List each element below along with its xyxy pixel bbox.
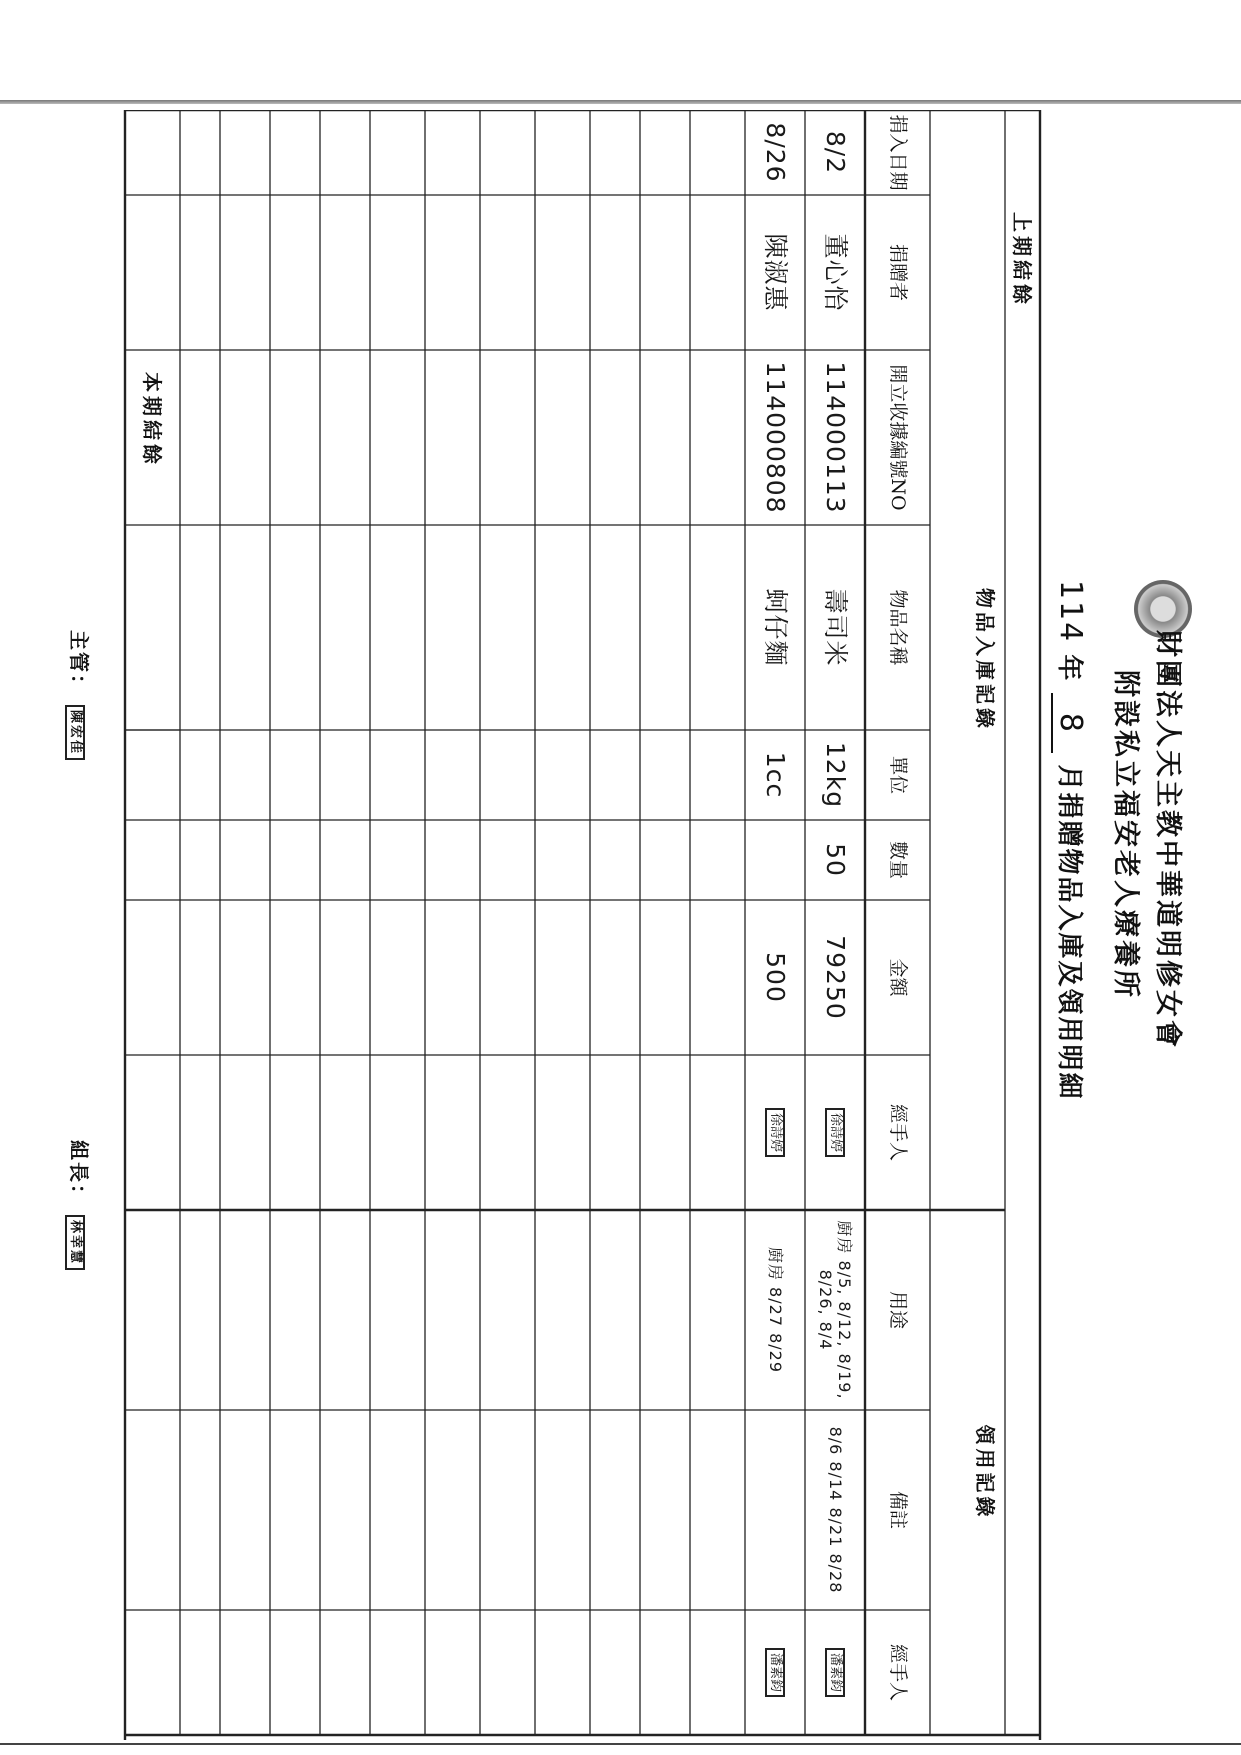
org-subname: 附設私立福安老人療養所: [1110, 670, 1141, 1000]
supervisor-label: 主管：: [67, 630, 91, 696]
row-amount: 79250: [821, 935, 850, 1020]
handler-stamp: 徐詩婷: [765, 1108, 785, 1157]
row-receipt: 114000808: [761, 361, 790, 514]
row-use: 廚房 8/5, 8/12, 8/19, 8/26, 8/4: [816, 1220, 855, 1400]
supervisor-stamp: 陳宏佳: [65, 705, 85, 760]
leader-label: 組長：: [67, 1140, 91, 1206]
outbound-section-title: 領用記錄: [973, 1424, 997, 1521]
month-value: 8: [1051, 693, 1088, 753]
col-date: 捐入日期: [886, 114, 909, 191]
col-handler2: 經手人: [886, 1643, 909, 1701]
col-use: 用途: [886, 1290, 909, 1329]
row-donor: 陳淑惠: [761, 233, 790, 312]
scan-bottom-edge: [0, 1743, 1241, 1745]
row-donor: 董心怡: [821, 233, 850, 312]
col-note: 備註: [886, 1490, 909, 1529]
row-note: [745, 1410, 805, 1610]
year-value: 114: [1053, 580, 1088, 644]
leader-stamp: 林幸慧: [65, 1215, 85, 1270]
leader-signature: [65, 1140, 95, 1270]
col-item: 物品名稱: [886, 589, 909, 666]
row-note: 8/6 8/14 8/21 8/28: [825, 1426, 845, 1594]
col-receipt: 開立收據編號NO: [886, 364, 909, 511]
col-donor: 捐贈者: [886, 243, 909, 301]
title-rest: 月捐贈物品入庫及領用明細: [1054, 764, 1084, 1101]
row-receipt: 114000113: [821, 361, 850, 514]
row-qty: [745, 820, 805, 900]
row-handler2: [745, 1610, 805, 1735]
donation-form: [50, 110, 1200, 1740]
row-handler2: [805, 1610, 865, 1735]
supervisor-signature: [65, 630, 95, 760]
row-handler: [745, 1055, 805, 1210]
row-unit: 12kg: [821, 741, 850, 809]
row-amount: 500: [761, 952, 790, 1003]
row-unit: 1cc: [761, 751, 790, 799]
handler2-stamp: 潘素鈞: [825, 1648, 845, 1697]
row-item: 壽司米: [821, 588, 850, 667]
handler2-stamp: 潘素鈞: [765, 1648, 785, 1697]
inbound-section-title: 物品入庫記錄: [973, 588, 997, 732]
row-handler: [805, 1055, 865, 1210]
col-handler: 經手人: [886, 1103, 909, 1161]
current-balance-label: 本期結餘: [140, 372, 165, 468]
previous-balance-label: 上期結餘: [1010, 212, 1035, 308]
scan-top-edge: [0, 100, 1241, 104]
row-use: 廚房 8/27 8/29: [765, 1246, 785, 1374]
row-item: 蚵仔麵: [761, 588, 790, 667]
col-unit: 單位: [886, 755, 909, 794]
year-suffix: 年: [1054, 654, 1084, 683]
org-name: 財團法人天主教中華道明修女會: [1152, 630, 1183, 1050]
row-date: 8/26: [761, 122, 790, 183]
handler-stamp: 徐詩婷: [825, 1108, 845, 1157]
col-qty: 數量: [886, 840, 909, 879]
row-date: 8/2: [821, 130, 850, 175]
row-qty: 50: [821, 843, 850, 877]
col-amount: 金額: [886, 958, 909, 997]
